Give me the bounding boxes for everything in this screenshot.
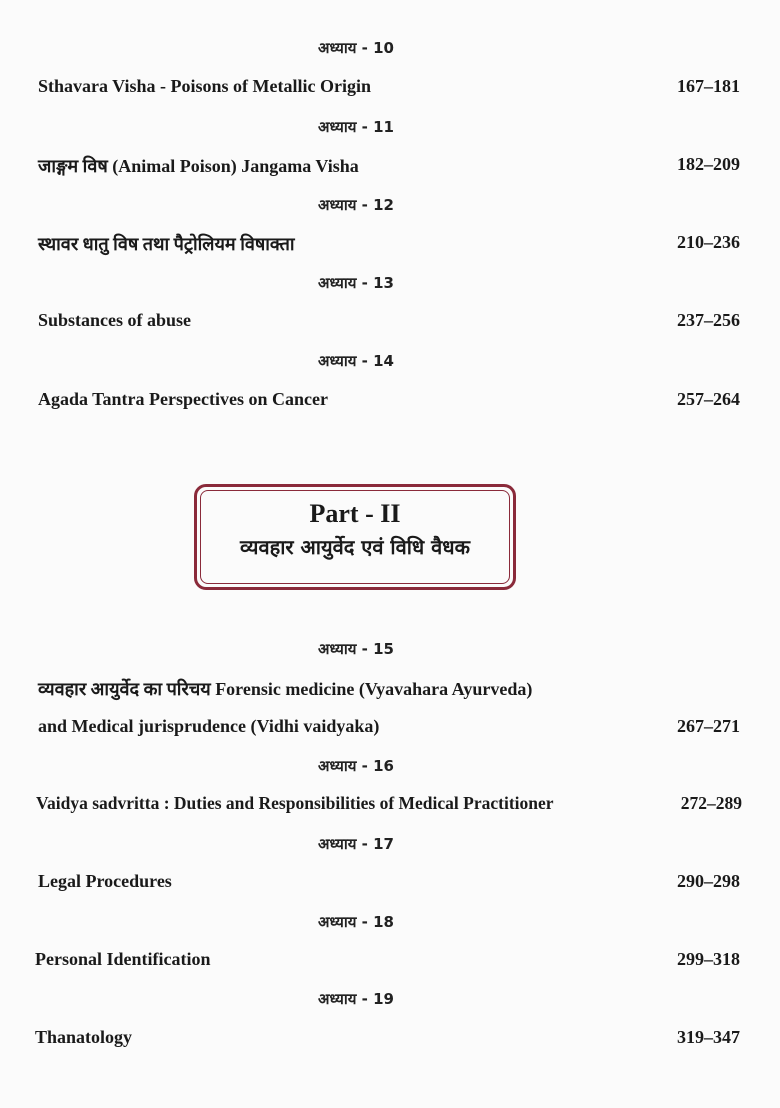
toc-entry <box>38 871 740 892</box>
chapter-label: अध्याय - 12 <box>318 196 394 214</box>
toc-entry <box>35 1027 740 1048</box>
part-heading-box <box>194 484 516 590</box>
entry-title: Vaidya sadvritta : Duties and Responsibilities of Medical Practitioner <box>36 793 554 813</box>
chapter-label: अध्याय - 16 <box>318 757 394 775</box>
toc-entry <box>38 76 740 97</box>
entry-pages: 210–236 <box>677 232 740 252</box>
chapter-label: अध्याय - 11 <box>318 118 394 136</box>
toc-entry <box>38 310 740 331</box>
entry-pages: 319–347 <box>677 1027 740 1047</box>
entry-pages: 299–318 <box>677 949 740 969</box>
entry-pages: 182–209 <box>677 154 740 174</box>
entry-title: Legal Procedures <box>38 871 172 891</box>
entry-pages: 257–264 <box>677 389 740 409</box>
entry-pages: 267–271 <box>677 716 740 736</box>
toc-entry <box>35 949 740 970</box>
toc-entry-line1 <box>38 677 740 701</box>
toc-entry-line2 <box>38 716 740 737</box>
chapter-label: अध्याय - 19 <box>318 990 394 1008</box>
entry-pages: 237–256 <box>677 310 740 330</box>
chapter-label: अध्याय - 14 <box>318 352 394 370</box>
entry-title: Sthavara Visha - Poisons of Metallic Origin <box>38 76 371 96</box>
entry-title: Substances of abuse <box>38 310 192 330</box>
entry-title: Thanatology <box>35 1027 133 1047</box>
entry-pages: 272–289 <box>680 793 742 813</box>
toc-entry <box>36 793 742 814</box>
entry-title: स्थावर धातु विष तथा पैट्रोलियम विषाक्ता <box>38 234 295 254</box>
entry-title: Agada Tantra Perspectives on Cancer <box>38 389 328 409</box>
entry-title: and Medical jurisprudence (Vidhi vaidyaka) <box>38 716 380 736</box>
entry-pages: 167–181 <box>677 76 740 96</box>
chapter-label: अध्याय - 10 <box>318 39 394 57</box>
toc-entry <box>38 232 740 256</box>
toc-entry <box>38 389 740 410</box>
chapter-label: अध्याय - 13 <box>318 274 394 292</box>
toc-entry <box>38 154 740 178</box>
entry-title: जाङ्गम विष (Animal Poison) Jangama Visha <box>38 156 359 176</box>
entry-title: Personal Identification <box>35 949 211 969</box>
chapter-label: अध्याय - 15 <box>318 640 394 658</box>
part-heading: Part - II <box>309 499 401 528</box>
entry-title: व्यवहार आयुर्वेद का परिचय Forensic medicine (Vyavahara Ayurveda) <box>38 679 533 699</box>
part-subheading: व्यवहार आयुर्वेद एवं विधि वैधक <box>240 535 470 559</box>
entry-pages: 290–298 <box>677 871 740 891</box>
chapter-label: अध्याय - 18 <box>318 913 394 931</box>
chapter-label: अध्याय - 17 <box>318 835 394 853</box>
